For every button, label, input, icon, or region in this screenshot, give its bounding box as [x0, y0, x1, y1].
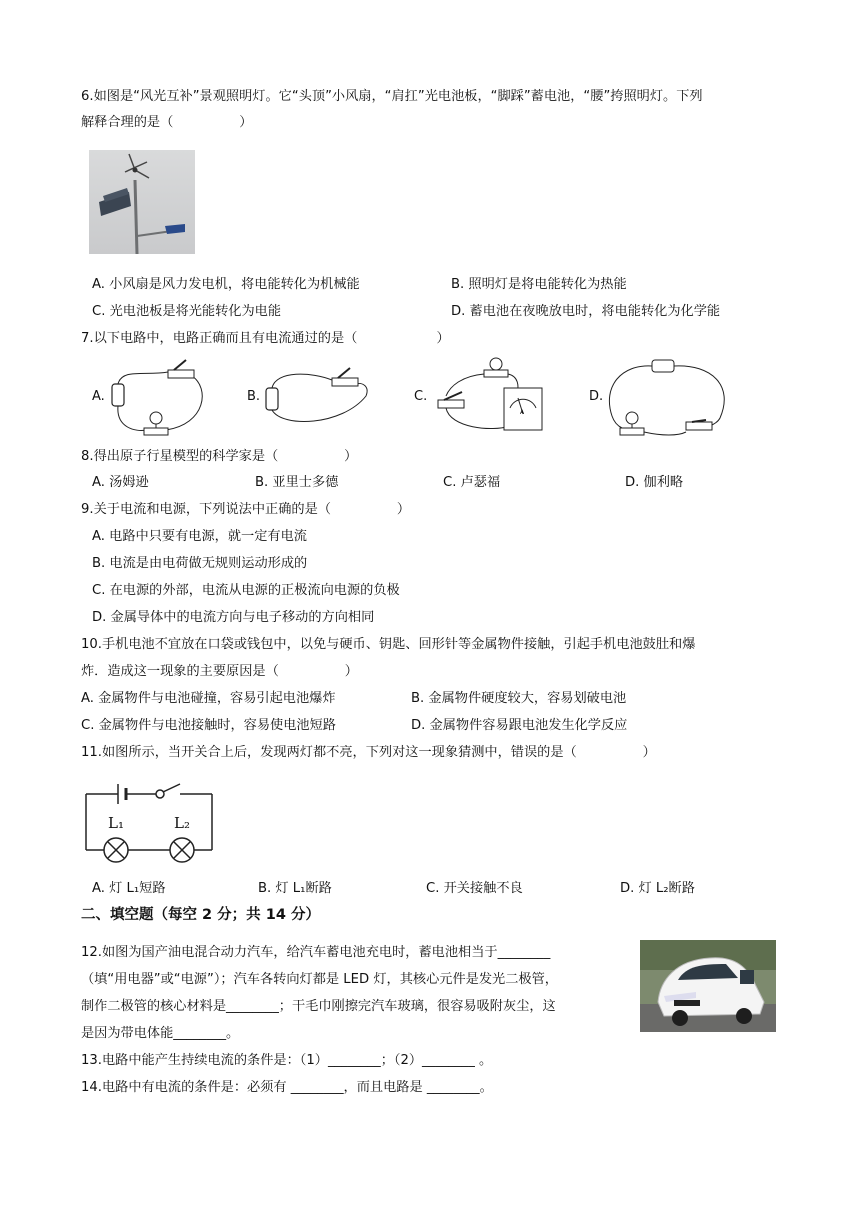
q11-circuit-diagram: [84, 782, 216, 866]
street-light-photo: [89, 150, 195, 254]
circuit-b-figure: [262, 366, 372, 428]
q10-stem-line2: 炸．造成这一现象的主要原因是（ ）: [81, 664, 358, 679]
q11-lamp1-label: L₁: [108, 814, 124, 832]
q12-stem-line1: 12.如图为国产油电混合动力汽车，给汽车蓄电池充电时，蓄电池相当于________: [81, 945, 551, 960]
q9-option-b: B. 电流是由电荷做无规则运动形成的: [92, 556, 308, 571]
q11-option-a: A. 灯 L₁短路: [92, 881, 166, 896]
svg-text:A: A: [520, 409, 525, 416]
q8-option-c: C. 卢瑟福: [443, 475, 501, 490]
q10-option-c: C. 金属物件与电池接触时，容易使电池短路: [81, 718, 336, 733]
q7-label-c: C.: [414, 389, 428, 404]
q10-option-d: D. 金属物件容易跟电池发生化学反应: [411, 718, 628, 733]
q6-option-a: A. 小风扇是风力发电机，将电能转化为机械能: [92, 277, 360, 292]
q6-option-d: D. 蓄电池在夜晚放电时，将电能转化为化学能: [451, 304, 721, 319]
q14-stem: 14.电路中有电流的条件是：必须有 ________，而且电路是 ________。: [81, 1080, 493, 1095]
q10-option-a: A. 金属物件与电池碰撞，容易引起电池爆炸: [81, 691, 336, 706]
q11-stem: 11.如图所示，当开关合上后，发现两灯都不亮，下列对这一现象猜测中，错误的是（ ）: [81, 745, 656, 760]
q12-stem-line3: 制作二极管的核心材料是________；干毛巾刚擦完汽车玻璃，很容易吸附灰尘，这: [81, 999, 556, 1014]
q13-stem: 13.电路中能产生持续电流的条件是：（1）________；（2）________ 。: [81, 1053, 493, 1068]
q7-label-b: B.: [247, 389, 261, 404]
q8-stem: 8.得出原子行星模型的科学家是（ ）: [81, 449, 358, 464]
circuit-c-figure: [432, 352, 552, 438]
q7-stem: 7.以下电路中，电路正确而且有电流通过的是（ ）: [81, 331, 450, 346]
q6-option-c: C. 光电池板是将光能转化为电能: [92, 304, 282, 319]
q12-stem-line2: （填“用电器”或“电源”）；汽车各转向灯都是 LED 灯，其核心元件是发光二极管，: [81, 972, 558, 987]
q8-option-d: D. 伽利略: [625, 475, 684, 490]
q11-option-d: D. 灯 L₂断路: [620, 881, 695, 896]
q12-stem-line4: 是因为带电体能________。: [81, 1026, 240, 1041]
section-2-title: 二、填空题（每空 2 分；共 14 分）: [81, 907, 320, 923]
q8-option-a: A. 汤姆逊: [92, 475, 149, 490]
q6-option-b: B. 照明灯是将电能转化为热能: [451, 277, 627, 292]
q11-option-b: B. 灯 L₁断路: [258, 881, 332, 896]
q10-option-b: B. 金属物件硬度较大，容易划破电池: [411, 691, 627, 706]
q8-option-b: B. 亚里士多德: [255, 475, 339, 490]
q7-label-a: A.: [92, 389, 105, 404]
hybrid-car-photo: [640, 940, 776, 1032]
circuit-d-figure: [602, 356, 734, 440]
q11-lamp2-label: L₂: [174, 814, 190, 832]
q6-stem-line2: 解释合理的是（ ）: [81, 115, 253, 130]
q11-option-c: C. 开关接触不良: [426, 881, 523, 896]
q7-label-d: D.: [589, 389, 604, 404]
q9-stem: 9.关于电流和电源，下列说法中正确的是（ ）: [81, 502, 411, 517]
q9-option-a: A. 电路中只要有电源，就一定有电流: [92, 529, 307, 544]
q10-stem-line1: 10.手机电池不宜放在口袋或钱包中，以免与硬币、钥匙、回形针等金属物件接触，引起手机电池鼓肚和爆: [81, 637, 696, 652]
circuit-a-figure: [106, 358, 210, 440]
q9-option-c: C. 在电源的外部，电流从电源的正极流向电源的负极: [92, 583, 400, 598]
q9-option-d: D. 金属导体中的电流方向与电子移动的方向相同: [92, 610, 375, 625]
q6-stem-line1: 6.如图是“风光互补”景观照明灯。它“头顶”小风扇，“肩扛”光电池板，“脚踩”蓄电池，“腰”挎照明灯。下列: [81, 89, 703, 104]
